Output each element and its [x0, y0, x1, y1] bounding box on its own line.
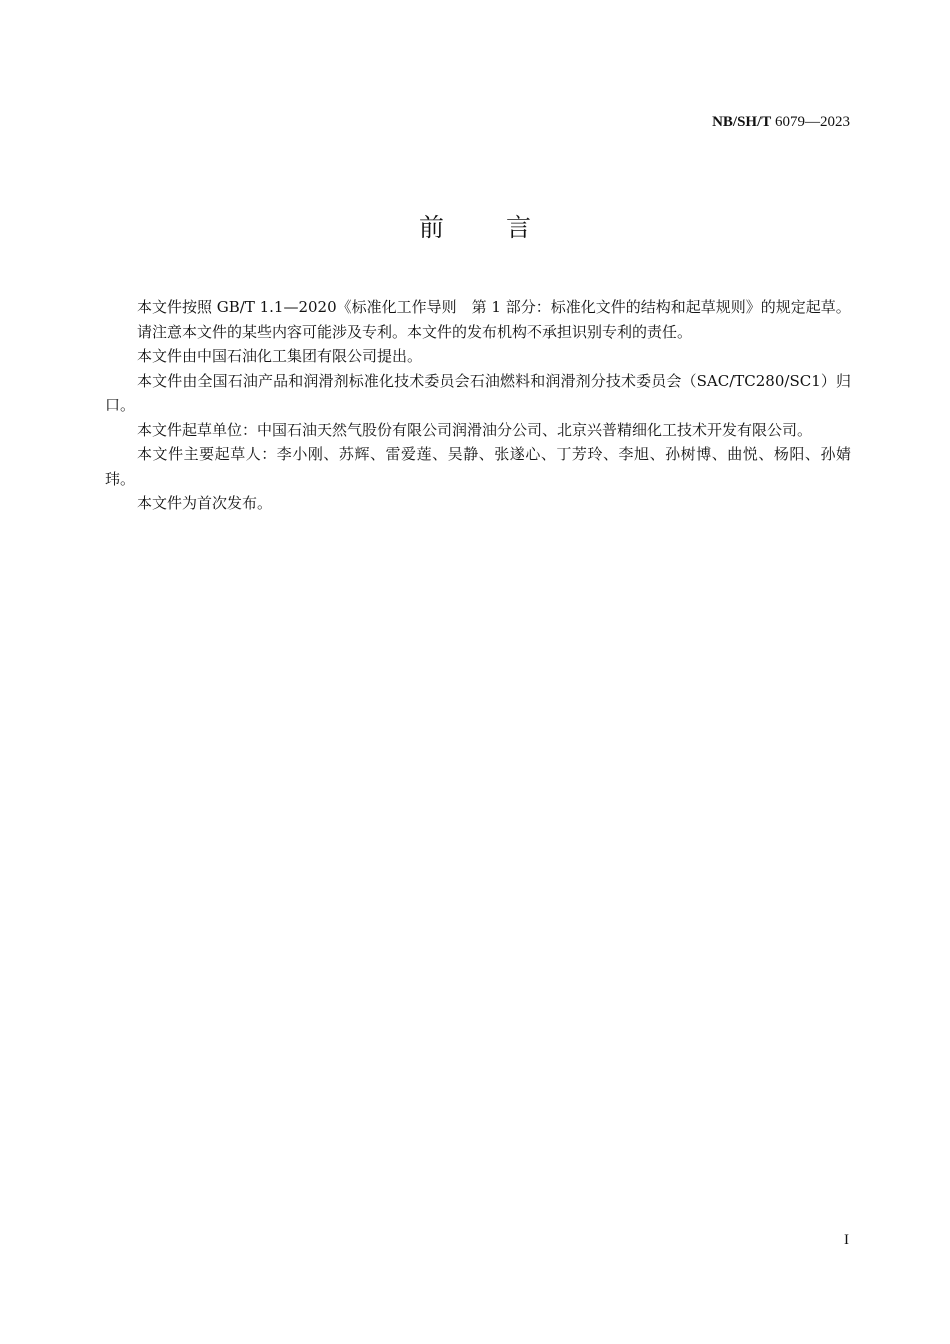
page-title: 前言: [418, 213, 593, 242]
standard-code-prefix: NB/SH/T: [712, 114, 772, 130]
paragraph-first-publication: 本文件为首次发布。: [137, 494, 273, 512]
page-number: I: [844, 1232, 849, 1248]
paragraph-drafting-rules: 本文件按照 GB/T 1.1—2020《标准化工作导则 第 1 部分：标准化文件的结构和起草规则》的规定起草。: [137, 298, 851, 316]
paragraph-responsible-committee: 本文件由全国石油产品和润滑剂标准化技术委员会石油燃料和润滑剂分技术委员会（SAC/TC280/SC1）归口。: [105, 371, 851, 414]
paragraph-proposer: 本文件由中国石油化工集团有限公司提出。: [137, 347, 423, 365]
standard-code: [712, 114, 850, 131]
paragraph-drafting-units: 本文件起草单位：中国石油天然气股份有限公司润滑油分公司、北京兴普精细化工技术开发有限公司。: [137, 420, 813, 439]
paragraph-main-drafters: 本文件主要起草人：李小刚、苏辉、雷爱莲、吴静、张遂心、丁芳玲、李旭、孙树博、曲悦、杨阳、孙婧玮。: [105, 445, 851, 488]
standard-code-number: 6079—2023: [775, 114, 850, 130]
foreword-body: [105, 295, 851, 516]
paragraph-patent-notice: 请注意本文件的某些内容可能涉及专利。本文件的发布机构不承担识别专利的责任。: [137, 322, 693, 341]
